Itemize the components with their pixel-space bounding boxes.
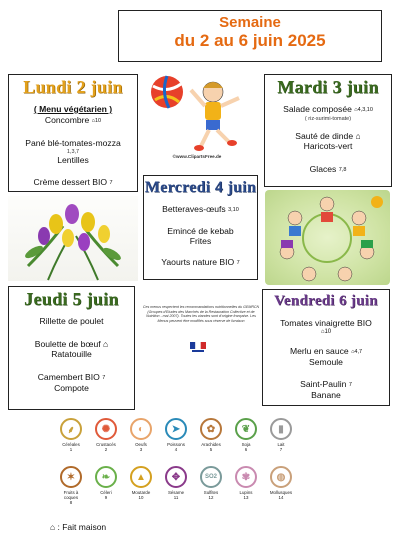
celery-icon: ❧ xyxy=(95,466,117,488)
tuesday-item: Glaces 7,8 xyxy=(309,163,347,174)
children-circle-illustration xyxy=(265,190,390,285)
allergen-label: Sulfites xyxy=(203,490,219,495)
tulip-bouquet-illustration xyxy=(8,196,138,281)
egg-icon: ◐ xyxy=(130,418,152,440)
monday-title: Lundi 2 juin xyxy=(23,77,123,97)
monday-item: Concombre ⌂10 xyxy=(44,114,102,125)
friday-menu xyxy=(262,289,390,406)
allergen-number: 10 xyxy=(138,495,144,500)
clipart-credit: ©www.ClipartsFree.de xyxy=(172,154,222,159)
friday-item: Merlu en sauce ⌂4,7 xyxy=(289,345,363,356)
allergen-item xyxy=(196,466,226,500)
allergen-label: Fruits à coques xyxy=(63,490,79,500)
header-week-label: Semaine xyxy=(219,14,281,31)
allergen-item xyxy=(126,418,156,452)
friday-item: Banane xyxy=(311,390,341,400)
allergen-label: Soja xyxy=(241,442,251,447)
allergen-item xyxy=(161,418,191,452)
monday-menu-label: ( Menu végétarien ) xyxy=(33,104,113,114)
tuesday-item-detail: ( riz-surimi-tomate) xyxy=(304,115,352,122)
allergen-number: 14 xyxy=(278,495,284,500)
allergen-number: 2 xyxy=(104,447,108,452)
friday-item: Semoule xyxy=(309,357,343,367)
tuesday-title: Mardi 3 juin xyxy=(277,77,379,97)
allergen-label: Sésame xyxy=(167,490,185,495)
allergen-item xyxy=(266,418,296,452)
allergen-number: 12 xyxy=(208,495,214,500)
allergen-number: 9 xyxy=(104,495,108,500)
nutrition-disclaimer: Ces menus respectent les recommandations nutritionnelles du GEMRCN (Groupes d'Etudes des Marchés de la Restauration Collective et de Nutrition - mai 2007). Toutes les viandes sont d'origine française. Les Menus peuvent être modifiés sous réserve de livraison xyxy=(142,305,260,323)
allergen-label: Mollusques xyxy=(269,490,293,495)
allergen-label: Crustacés xyxy=(96,442,116,447)
tuesday-menu xyxy=(264,74,392,187)
monday-menu xyxy=(8,74,138,192)
nut-icon: ✶ xyxy=(60,466,82,488)
thursday-menu xyxy=(8,286,135,410)
wednesday-item: Frites xyxy=(189,236,212,246)
shell-icon: ◍ xyxy=(270,466,292,488)
lupin-icon: ✾ xyxy=(235,466,257,488)
thursday-title: Jeudi 5 juin xyxy=(24,289,119,309)
allergen-item xyxy=(231,466,261,500)
monday-item: Lentilles xyxy=(57,154,89,165)
allergen-label: Céleri xyxy=(100,490,112,495)
allergen-label: Oeufs xyxy=(135,442,147,447)
allergen-number: 13 xyxy=(243,495,249,500)
monday-item: Pané blé-tomates-mozza xyxy=(25,138,121,148)
homemade-legend: ⌂ : Fait maison xyxy=(50,522,107,532)
allergen-legend xyxy=(50,418,350,518)
wednesday-title: Mercredi 4 juin xyxy=(144,179,257,196)
friday-title: Vendredi 6 juin xyxy=(274,293,378,309)
allergen-number: 5 xyxy=(209,447,213,452)
allergen-item xyxy=(91,418,121,452)
allergen-item xyxy=(266,466,296,500)
allergen-number: 7 xyxy=(279,447,283,452)
allergen-label: Moutarde xyxy=(131,490,151,495)
child-with-ball-illustration xyxy=(145,70,250,165)
tuesday-item: Salade composée ⌂4,3,10 xyxy=(283,104,373,114)
allergen-label: Lupins xyxy=(239,490,253,495)
allergen-item xyxy=(196,418,226,452)
sesame-icon: ✥ xyxy=(165,466,187,488)
thursday-item: Camembert BIO 7 xyxy=(37,371,106,382)
wednesday-item: Emincé de kebab xyxy=(167,225,234,236)
allergen-label: Céréales xyxy=(62,442,80,447)
peanut-icon: ✿ xyxy=(200,418,222,440)
allergen-label: Arachides xyxy=(201,442,221,447)
allergen-number: 11 xyxy=(173,495,179,500)
wheat-icon: ⸙ xyxy=(60,418,82,440)
tuesday-item: Sauté de dinde ⌂ xyxy=(295,130,361,141)
milk-icon: ▮ xyxy=(270,418,292,440)
allergen-item xyxy=(56,466,86,505)
header-date-range: du 2 au 6 juin 2025 xyxy=(174,31,326,50)
tuesday-item: Haricots-vert xyxy=(303,141,353,151)
allergen-item xyxy=(231,418,261,452)
wednesday-item: Betteraves-œufs 3,10 xyxy=(162,204,239,214)
french-origin-flag-logo xyxy=(190,340,206,351)
thursday-item: Compote xyxy=(54,383,89,393)
allergen-item xyxy=(161,466,191,500)
allergen-number: 3 xyxy=(139,447,143,452)
fish-icon: ➤ xyxy=(165,418,187,440)
mustard-icon: ▲ xyxy=(130,466,152,488)
thursday-item: Ratatouille xyxy=(51,349,92,359)
allergen-label: Poissons xyxy=(167,442,185,447)
allergen-number: 8 xyxy=(69,500,73,505)
allergen-item xyxy=(91,466,121,500)
friday-item-code: ⌂10 xyxy=(320,328,332,335)
friday-item: Tomates vinaigrette BIO xyxy=(280,318,372,328)
so2-icon: SO2 xyxy=(200,466,222,488)
allergen-number: 6 xyxy=(244,447,248,452)
soy-icon: ❦ xyxy=(235,418,257,440)
week-header xyxy=(118,10,382,62)
crab-icon: ✺ xyxy=(95,418,117,440)
thursday-item: Boulette de bœuf ⌂ xyxy=(34,338,109,349)
monday-item: Crème dessert BIO 7 xyxy=(33,177,113,187)
wednesday-item: Yaourts nature BIO 7 xyxy=(161,256,240,267)
friday-item: Saint-Paulin 7 xyxy=(300,378,352,389)
allergen-number: 4 xyxy=(174,447,178,452)
allergen-label: Lait xyxy=(277,442,285,447)
allergen-item xyxy=(126,466,156,500)
allergen-number: 1 xyxy=(69,447,73,452)
wednesday-menu xyxy=(143,175,258,280)
thursday-item: Rillette de poulet xyxy=(39,316,104,326)
allergen-item xyxy=(56,418,86,452)
monday-item-code: 1,3,7 xyxy=(66,148,80,155)
